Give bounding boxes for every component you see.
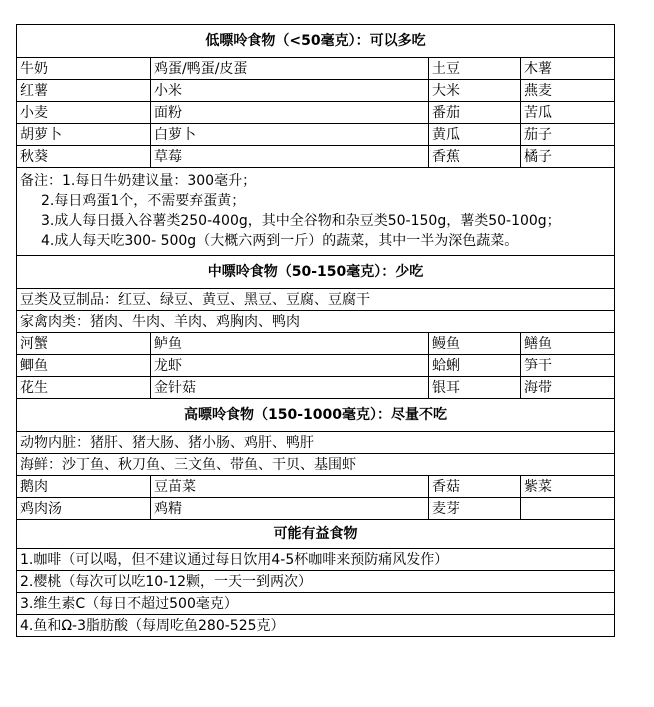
food-cell: 橘子 bbox=[521, 146, 615, 168]
food-cell: 土豆 bbox=[429, 58, 521, 80]
section-title: 中嘌呤食物（50-150毫克）：少吃 bbox=[17, 256, 615, 289]
food-cell: 麦芽 bbox=[429, 498, 521, 520]
notes-row bbox=[17, 168, 615, 256]
benefit-line: 1.咖啡（可以喝，但不建议通过每日饮用4-5杯咖啡来预防痛风发作） bbox=[17, 549, 615, 571]
table-row bbox=[17, 593, 615, 615]
food-line: 家禽肉类：猪肉、牛肉、羊肉、鸡胸肉、鸭肉 bbox=[17, 311, 615, 333]
food-cell: 香蕉 bbox=[429, 146, 521, 168]
notes-cell bbox=[17, 168, 615, 256]
food-cell: 秋葵 bbox=[17, 146, 151, 168]
food-cell: 鹅肉 bbox=[17, 476, 151, 498]
food-cell: 燕麦 bbox=[521, 80, 615, 102]
food-cell: 鸡肉汤 bbox=[17, 498, 151, 520]
note-line: 备注：1.每日牛奶建议量：300毫升； bbox=[20, 173, 257, 189]
food-cell: 草莓 bbox=[151, 146, 429, 168]
food-cell bbox=[521, 498, 615, 520]
section-title: 高嘌呤食物（150-1000毫克）：尽量不吃 bbox=[17, 399, 615, 432]
food-cell: 香菇 bbox=[429, 476, 521, 498]
food-cell: 红薯 bbox=[17, 80, 151, 102]
table-row bbox=[17, 146, 615, 168]
purine-food-table bbox=[16, 24, 615, 637]
benefit-line: 4.鱼和Ω-3脂肪酸（每周吃鱼280-525克） bbox=[17, 615, 615, 637]
food-cell: 木薯 bbox=[521, 58, 615, 80]
table-row bbox=[17, 102, 615, 124]
food-line: 动物内脏：猪肝、猪大肠、猪小肠、鸡肝、鸭肝 bbox=[17, 432, 615, 454]
benefit-line: 3.维生素C（每日不超过500毫克） bbox=[17, 593, 615, 615]
table-row bbox=[17, 58, 615, 80]
food-cell: 黄瓜 bbox=[429, 124, 521, 146]
food-cell: 面粉 bbox=[151, 102, 429, 124]
section-header-mid bbox=[17, 256, 615, 289]
food-cell: 银耳 bbox=[429, 377, 521, 399]
food-cell: 金针菇 bbox=[151, 377, 429, 399]
food-cell: 鸡蛋/鸭蛋/皮蛋 bbox=[151, 58, 429, 80]
note-line: 4.成人每天吃300- 500g（大概六两到一斤）的蔬菜，其中一半为深色蔬菜。 bbox=[41, 233, 519, 249]
table-row bbox=[17, 432, 615, 454]
table-row bbox=[17, 498, 615, 520]
table-row bbox=[17, 476, 615, 498]
food-cell: 番茄 bbox=[429, 102, 521, 124]
section-header-high bbox=[17, 399, 615, 432]
food-cell: 小麦 bbox=[17, 102, 151, 124]
food-cell: 鳝鱼 bbox=[521, 333, 615, 355]
table-row bbox=[17, 80, 615, 102]
note-line: 3.成人每日摄入谷薯类250-400g，其中全谷物和杂豆类50-150g，薯类50-100g； bbox=[41, 213, 561, 229]
food-line: 豆类及豆制品：红豆、绿豆、黄豆、黑豆、豆腐、豆腐干 bbox=[17, 289, 615, 311]
table-row bbox=[17, 615, 615, 637]
table-row bbox=[17, 571, 615, 593]
food-cell: 胡萝卜 bbox=[17, 124, 151, 146]
food-cell: 笋干 bbox=[521, 355, 615, 377]
table-row bbox=[17, 549, 615, 571]
section-title: 可能有益食物 bbox=[17, 520, 615, 549]
note-line: 2.每日鸡蛋1个，不需要弃蛋黄； bbox=[41, 193, 246, 209]
table-row bbox=[17, 333, 615, 355]
table-row bbox=[17, 311, 615, 333]
food-cell: 蛤蜊 bbox=[429, 355, 521, 377]
food-cell: 河蟹 bbox=[17, 333, 151, 355]
food-cell: 牛奶 bbox=[17, 58, 151, 80]
table-row bbox=[17, 454, 615, 476]
table-row bbox=[17, 124, 615, 146]
food-cell: 鲫鱼 bbox=[17, 355, 151, 377]
food-cell: 鳗鱼 bbox=[429, 333, 521, 355]
section-header-benefit bbox=[17, 520, 615, 549]
benefit-line: 2.樱桃（每次可以吃10-12颗，一天一到两次） bbox=[17, 571, 615, 593]
table-row bbox=[17, 289, 615, 311]
food-cell: 豆苗菜 bbox=[151, 476, 429, 498]
food-cell: 紫菜 bbox=[521, 476, 615, 498]
food-cell: 小米 bbox=[151, 80, 429, 102]
food-cell: 大米 bbox=[429, 80, 521, 102]
table-row bbox=[17, 377, 615, 399]
food-cell: 鲈鱼 bbox=[151, 333, 429, 355]
section-header-low bbox=[17, 25, 615, 58]
food-cell: 茄子 bbox=[521, 124, 615, 146]
food-cell: 白萝卜 bbox=[151, 124, 429, 146]
food-cell: 海带 bbox=[521, 377, 615, 399]
food-cell: 龙虾 bbox=[151, 355, 429, 377]
food-cell: 花生 bbox=[17, 377, 151, 399]
table-row bbox=[17, 355, 615, 377]
food-line: 海鲜：沙丁鱼、秋刀鱼、三文鱼、带鱼、干贝、基围虾 bbox=[17, 454, 615, 476]
food-cell: 鸡精 bbox=[151, 498, 429, 520]
food-cell: 苦瓜 bbox=[521, 102, 615, 124]
section-title: 低嘌呤食物（<50毫克）：可以多吃 bbox=[17, 25, 615, 58]
